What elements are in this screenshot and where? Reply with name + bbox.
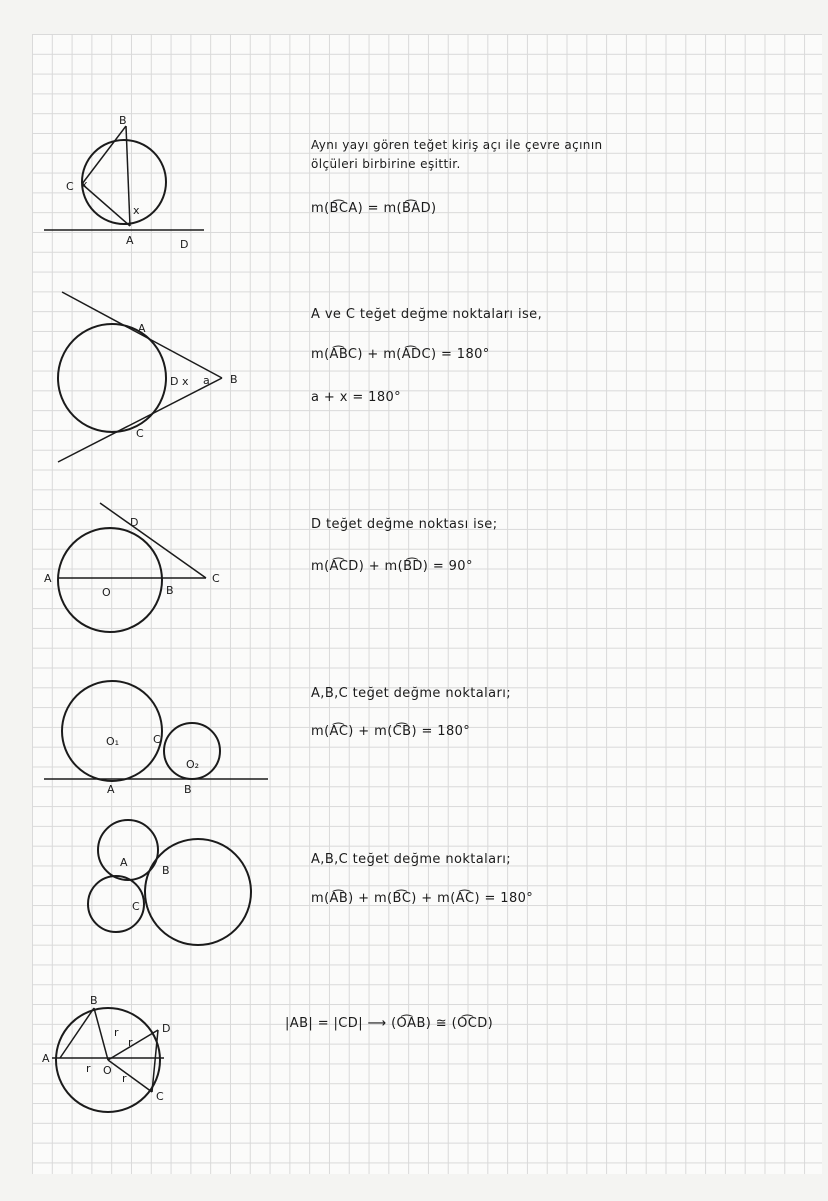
- s5-line1: A,B,C teğet değme noktaları;: [311, 852, 512, 867]
- f4-label-b: B: [184, 783, 192, 796]
- f1-angle-x2: x: [133, 204, 140, 217]
- s1-line1: Aynı yayı gören teğet kiriş açı ile çevre açının: [311, 138, 603, 152]
- f1-angle-x1: x: [81, 178, 88, 191]
- f2-label-a: A: [138, 322, 146, 335]
- f1-label-b: B: [119, 114, 127, 127]
- f1-label-a: A: [126, 234, 134, 247]
- f3-label-o: O: [102, 586, 111, 599]
- f1-label-d: D: [180, 238, 189, 251]
- s4-formula: m(A͡C) + m(C͡B) = 180°: [311, 724, 471, 739]
- f5-label-b: B: [162, 864, 170, 877]
- s6-formula: |AB| = |CD| ⟶ (O͡AB) ≅ (O͡CD): [285, 1016, 494, 1031]
- f4-label-o1: O₁: [106, 735, 120, 748]
- f6-label-o: O: [103, 1064, 112, 1077]
- f2-label-b: B: [230, 373, 238, 386]
- s3-line1: D teğet değme noktası ise;: [311, 517, 498, 532]
- f6-label-r4: r: [122, 1072, 127, 1085]
- f6-label-d: D: [162, 1022, 171, 1035]
- f6-label-b: B: [90, 994, 98, 1007]
- f5-label-c: C: [132, 900, 140, 913]
- f1-label-c: C: [66, 180, 74, 193]
- s2-formula: m(A͡BC) + m(A͡DC) = 180°: [311, 347, 490, 362]
- s2-line1: A ve C teğet değme noktaları ise,: [311, 307, 543, 322]
- f6-chord-ab: [60, 1008, 94, 1058]
- s5-formula: m(A͡B) + m(B͡C) + m(A͡C) = 180°: [311, 891, 534, 906]
- f6-label-r1: r: [114, 1026, 119, 1039]
- f6-radius-oc: [108, 1060, 152, 1092]
- f6-radius-ob: [94, 1008, 108, 1060]
- s3-formula: m(A͡CD) + m(B͡D) = 90°: [311, 559, 473, 574]
- s1-line2: ölçüleri birbirine eşittir.: [311, 157, 461, 171]
- f2-angle-x: x: [182, 375, 189, 388]
- f6-label-r2: r: [128, 1036, 133, 1049]
- f3-label-a: A: [44, 572, 52, 585]
- f4-label-o2: O₂: [186, 758, 200, 771]
- f3-label-c: C: [212, 572, 220, 585]
- s4-line1: A,B,C teğet değme noktaları;: [311, 686, 512, 701]
- f6-label-a: A: [42, 1052, 50, 1065]
- f4-label-c: C: [153, 733, 161, 746]
- s1-formula: m(B͡CA) = m(B͡AD): [311, 201, 437, 216]
- f3-label-d: D: [130, 516, 139, 529]
- f2-label-c: C: [136, 427, 144, 440]
- f6-label-r3: r: [86, 1062, 91, 1075]
- s2-eq: a + x = 180°: [311, 390, 402, 405]
- f2-label-d: D: [170, 375, 179, 388]
- f6-label-c: C: [156, 1090, 164, 1103]
- f4-label-a: A: [107, 783, 115, 796]
- f2-angle-a: a: [203, 374, 210, 387]
- f3-label-b: B: [166, 584, 174, 597]
- f5-label-a: A: [120, 856, 128, 869]
